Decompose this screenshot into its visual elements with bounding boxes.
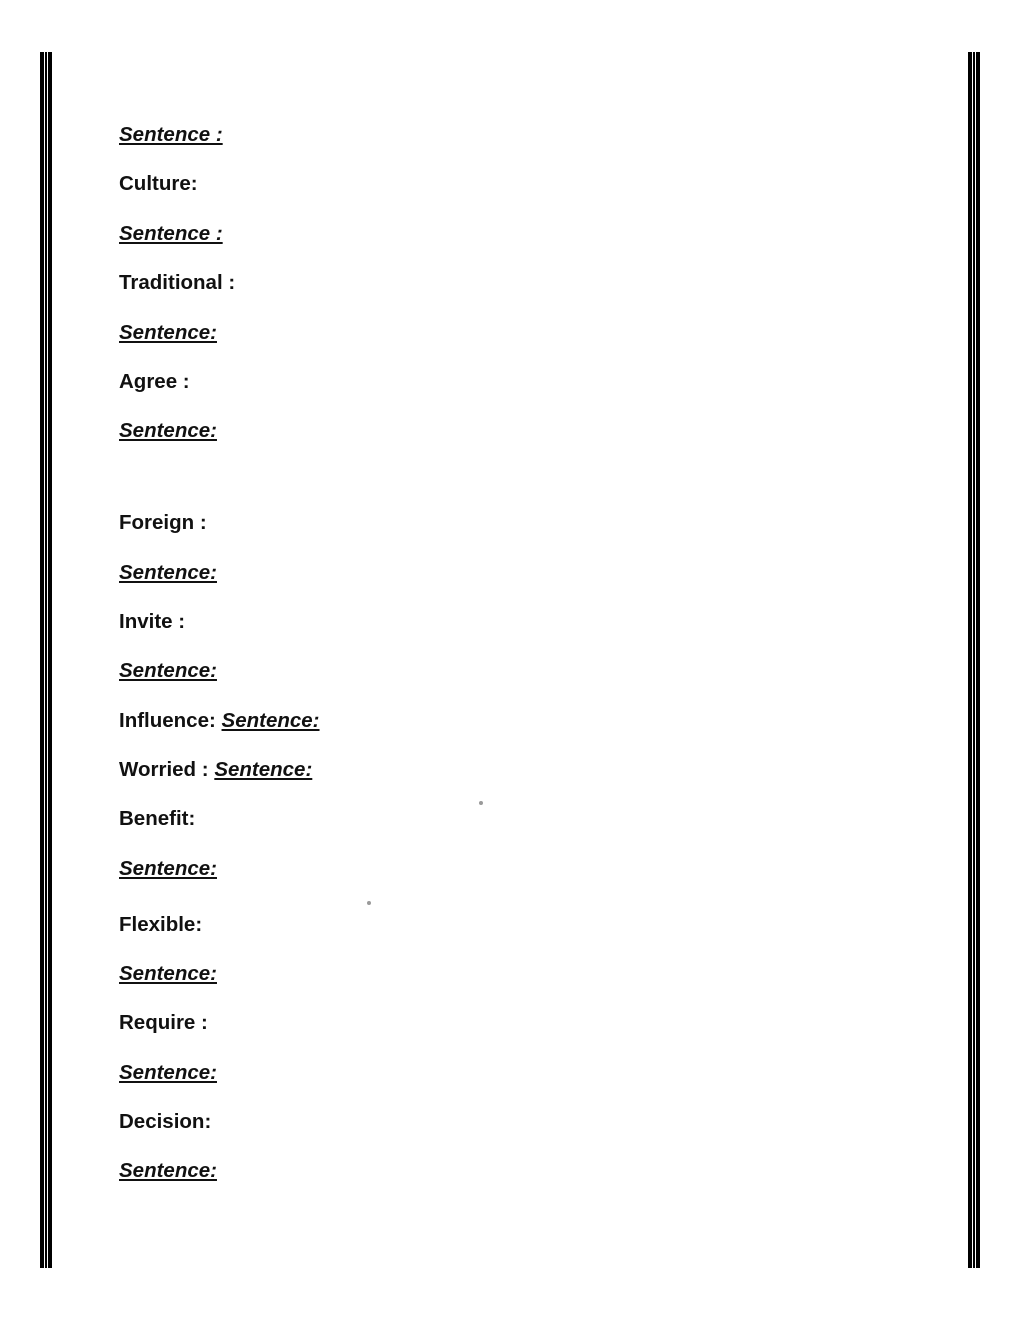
page-border-right bbox=[968, 52, 980, 1268]
worksheet-line bbox=[119, 962, 217, 986]
sentence-label: Sentence: bbox=[119, 659, 217, 682]
worksheet-line bbox=[119, 610, 185, 634]
worksheet-line bbox=[119, 913, 202, 937]
vocab-word: Benefit: bbox=[119, 807, 196, 830]
worksheet-line bbox=[119, 807, 195, 831]
vocab-word: Worried : bbox=[119, 758, 209, 781]
vocab-word: Foreign : bbox=[119, 511, 207, 534]
worksheet-line bbox=[119, 172, 198, 196]
vocab-word: Traditional : bbox=[119, 271, 236, 294]
stray-dot bbox=[479, 801, 483, 805]
worksheet-line bbox=[119, 659, 217, 683]
page-border-left bbox=[40, 52, 52, 1268]
sentence-label: Sentence: bbox=[221, 709, 320, 732]
sentence-label: Sentence : bbox=[119, 123, 223, 146]
worksheet-line bbox=[119, 1159, 217, 1183]
sentence-label: Sentence: bbox=[119, 1061, 217, 1084]
sentence-label: Sentence: bbox=[119, 1159, 217, 1182]
sentence-label: Sentence: bbox=[214, 758, 313, 781]
worksheet-line bbox=[119, 123, 223, 147]
vocab-word: Influence: bbox=[119, 709, 216, 732]
worksheet-line bbox=[119, 222, 223, 246]
worksheet-line bbox=[119, 321, 217, 345]
sentence-label: Sentence : bbox=[119, 222, 223, 245]
vocab-word: Culture: bbox=[119, 172, 198, 195]
worksheet-line bbox=[119, 271, 235, 295]
vocab-word: Flexible: bbox=[119, 913, 203, 936]
worksheet-line bbox=[119, 561, 217, 585]
vocab-word: Decision: bbox=[119, 1110, 212, 1133]
vocab-word: Require : bbox=[119, 1011, 208, 1034]
worksheet-line bbox=[119, 758, 312, 782]
vocab-word: Invite : bbox=[119, 610, 186, 633]
worksheet-line bbox=[119, 857, 217, 881]
sentence-label: Sentence: bbox=[119, 857, 217, 880]
stray-dot bbox=[367, 901, 371, 905]
worksheet-line bbox=[119, 709, 320, 733]
worksheet-line bbox=[119, 511, 207, 535]
worksheet-line bbox=[119, 419, 217, 443]
sentence-label: Sentence: bbox=[119, 962, 217, 985]
sentence-label: Sentence: bbox=[119, 561, 217, 584]
vocab-word: Agree : bbox=[119, 370, 190, 393]
worksheet-line bbox=[119, 370, 190, 394]
worksheet-line bbox=[119, 1011, 208, 1035]
sentence-label: Sentence: bbox=[119, 419, 217, 442]
sentence-label: Sentence: bbox=[119, 321, 217, 344]
worksheet-line bbox=[119, 1110, 211, 1134]
worksheet-line bbox=[119, 1061, 217, 1085]
